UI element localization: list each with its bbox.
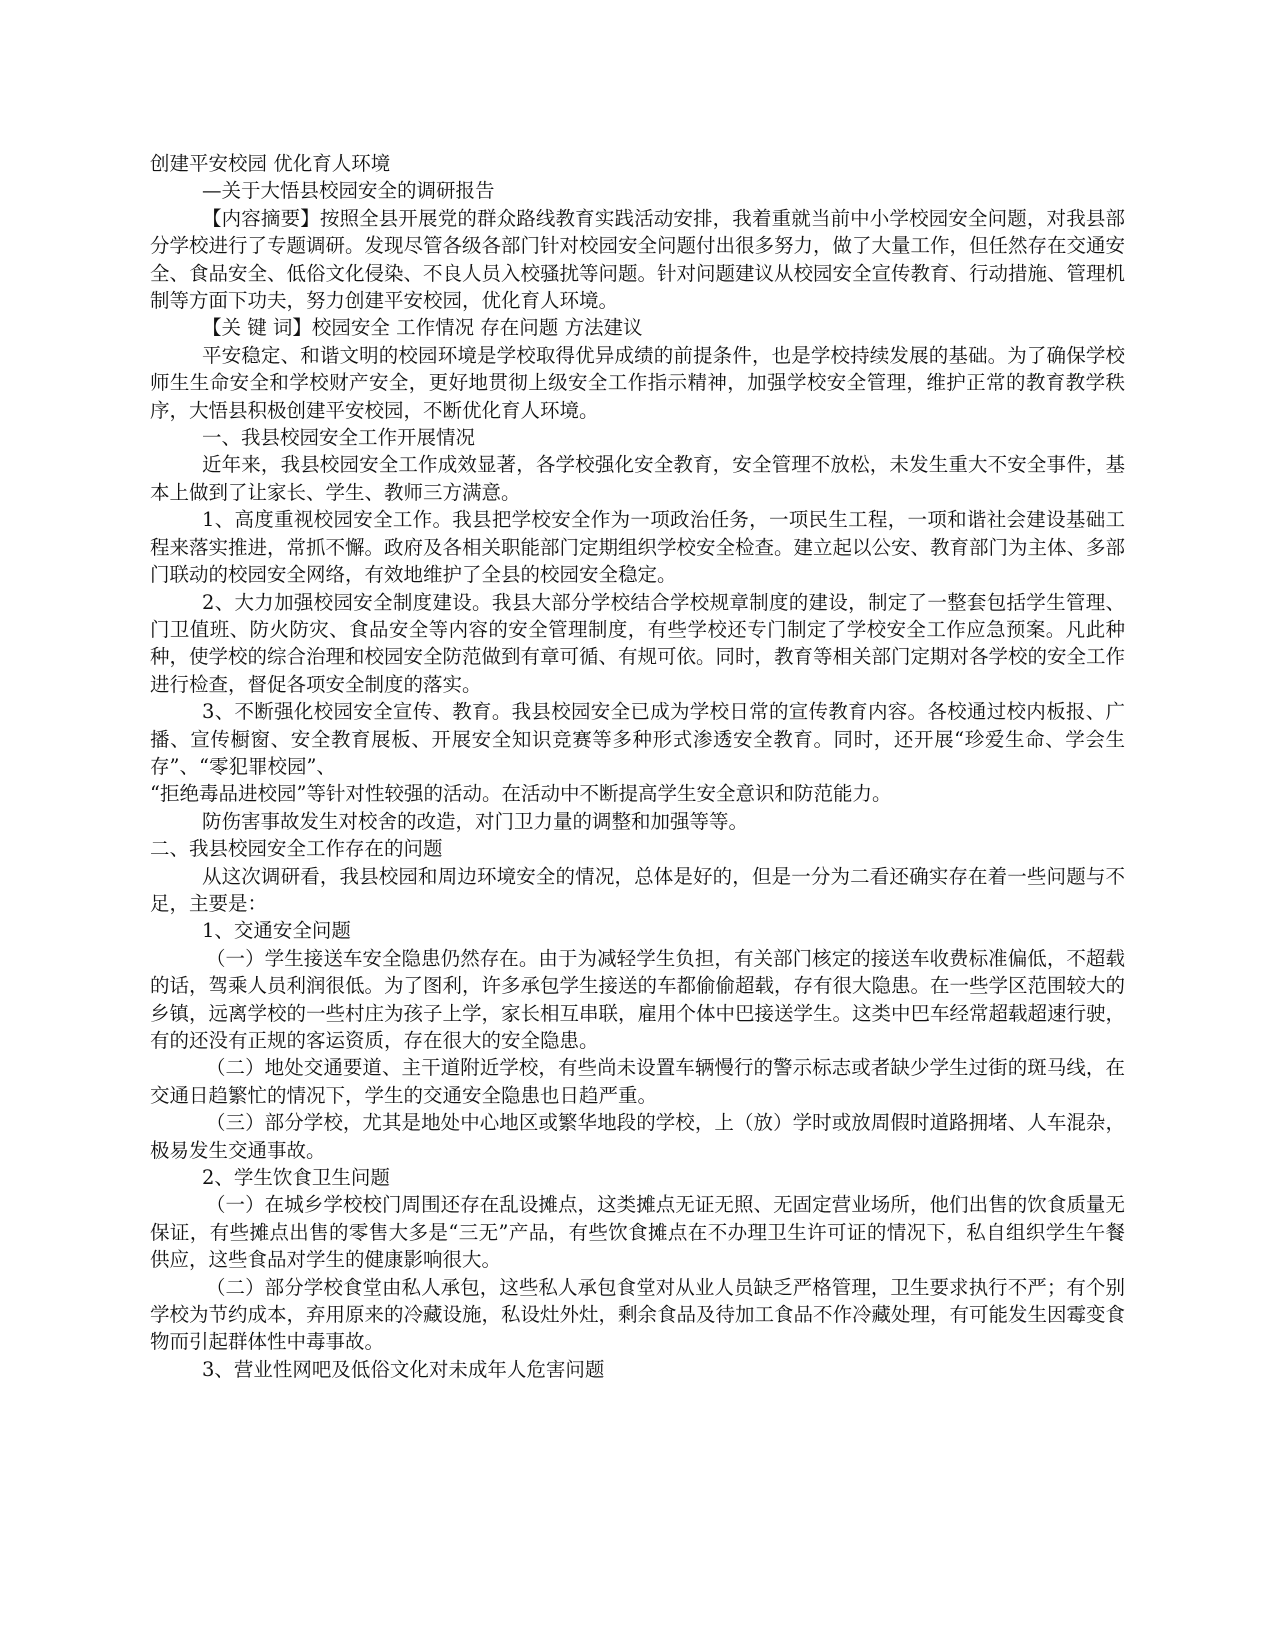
section1-item2-paragraph: 2、大力加强校园安全制度建设。我县大部分学校结合学校规章制度的建设，制定了一整套包括学生管理、门卫值班、防火防灾、食品安全等内容的安全管理制度，有些学校还专门制定了学校安全工作应急预案。凡此种种，使学校的综合治理和校园安全防范做到有章可循、有规可依。同时，教育等相关部门定期对各学校的安全工作进行检查，督促各项安全制度的落实。 [150,590,1126,696]
food-heading: 2、学生饮食卫生问题 [202,1166,390,1190]
document-page [150,150,1125,1383]
food-item2-paragraph: （二）部分学校食堂由私人承包，这些私人承包食堂对从业人员缺乏严格管理，卫生要求执行不严；有个别学校为节约成本，弃用原来的冷藏设施，私设灶外灶，剩余食品及待加工食品不作冷藏处理，有可能发生因霉变食物而引起群体性中毒事故。 [150,1275,1126,1354]
section1-item3-continuation: “拒绝毒品进校园”等针对性较强的活动。在活动中不断提高学生安全意识和防范能力。 [150,782,892,806]
section1-item3-end: 防伤害事故发生对校舍的改造，对门卫力量的调整和加强等等。 [202,809,749,833]
food-item1-paragraph: （一）在城乡学校校门周围还存在乱设摊点，这类摊点无证无照、无固定营业场所，他们出售的饮食质量无保证，有些摊点出售的零售大多是“三无”产品，有些饮食摊点在不办理卫生许可证的情况下，私自组织学生午餐供应，这些食品对学生的健康影响很大。 [150,1193,1125,1272]
traffic-item3-paragraph: （三）部分学校，尤其是地处中心地区或繁华地段的学校，上（放）学时或放周假时道路拥堵、人车混杂，极易发生交通事故。 [150,1111,1125,1162]
traffic-heading: 1、交通安全问题 [202,919,351,943]
document-title: 创建平安校园 优化育人环境 [150,152,391,175]
traffic-item1-paragraph: （一）学生接送车安全隐患仍然存在。由于为减轻学生负担，有关部门核定的接送车收费标准偏低，不超载的话，驾乘人员利润很低。为了图利，许多承包学生接送的车都偷偷超载，存有很大隐患。在一些学区范围较大的乡镇，远离学校的一些村庄为孩子上学，家长相互串联，雇用个体中巴接送学生。这类中巴车经常超载超速行驶，有的还没有正规的客运资质，存在很大的安全隐患。 [150,946,1126,1052]
keywords-line: 【关 键 词】校园安全 工作情况 存在问题 方法建议 [202,316,643,340]
internet-heading: 3、营业性网吧及低俗文化对未成年人危害问题 [202,1357,605,1381]
document-subtitle: —关于大悟县校园安全的调研报告 [202,179,495,203]
abstract-paragraph: 【内容摘要】按照全县开展党的群众路线教育实践活动安排，我着重就当前中小学校园安全问题，对我县部分学校进行了专题调研。发现尽管各级各部门针对校园安全问题付出很多努力，做了大量工作，但任然存在交通安全、食品安全、低俗文化侵染、不良人员入校骚扰等问题。针对问题建议从校园安全宣传教育、行动措施、管理机制等方面下功夫，努力创建平安校园，优化育人环境。 [150,206,1126,313]
section1-item1-paragraph: 1、高度重视校园安全工作。我县把学校安全作为一项政治任务，一项民生工程，一项和谐社会建设基础工程来落实推进，常抓不懈。政府及各相关职能部门定期组织学校安全检查。建立起以公安、教育部门为主体、多部门联动的校园安全网络，有效地维护了全县的校园安全稳定。 [150,508,1126,587]
intro-paragraph: 平安稳定、和谐文明的校园环境是学校取得优异成绩的前提条件，也是学校持续发展的基础。为了确保学校师生生命安全和学校财产安全，更好地贯彻上级安全工作指示精神，加强学校安全管理，维护正常的教育教学秩序，大悟县积极创建平安校园，不断优化育人环境。 [150,343,1125,422]
section2-intro-paragraph: 从这次调研看，我县校园和周边环境安全的情况，总体是好的，但是一分为二看还确实存在着一些问题与不足，主要是： [150,864,1125,915]
section1-intro-paragraph: 近年来，我县校园安全工作成效显著，各学校强化安全教育，安全管理不放松，未发生重大不安全事件，基本上做到了让家长、学生、教师三方满意。 [150,453,1125,504]
section2-heading: 二、我县校园安全工作存在的问题 [150,837,443,861]
traffic-item2-paragraph: （二）地处交通要道、主干道附近学校，有些尚未设置车辆慢行的警示标志或者缺少学生过街的斑马线，在交通日趋繁忙的情况下，学生的交通安全隐患也日趋严重。 [150,1056,1125,1107]
section1-item3-paragraph: 3、不断强化校园安全宣传、教育。我县校园安全已成为学校日常的宣传教育内容。各校通过校内板报、广播、宣传橱窗、安全教育展板、开展安全知识竞赛等多种形式渗透安全教育。同时，还开展“珍爱生命、学会生存”、“零犯罪校园”、 [150,700,1125,778]
section1-heading: 一、我县校园安全工作开展情况 [202,426,476,450]
